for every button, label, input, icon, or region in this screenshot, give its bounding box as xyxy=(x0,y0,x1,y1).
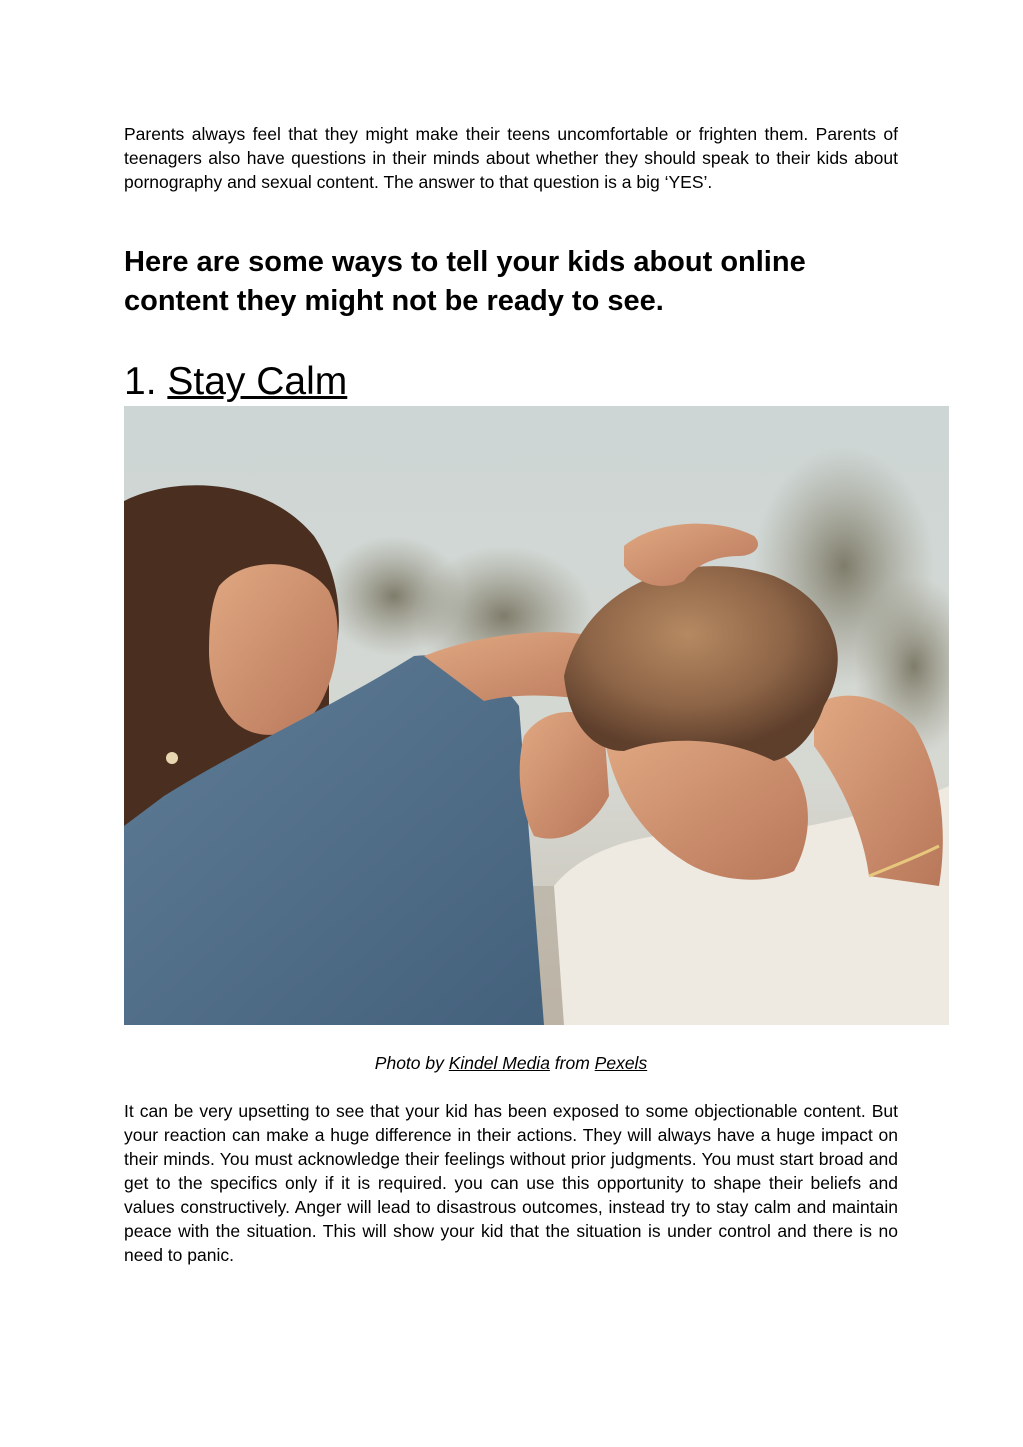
caption-middle: from xyxy=(554,1053,590,1073)
photo-illustration xyxy=(124,406,949,1025)
photo-caption xyxy=(124,1051,898,1075)
caption-prefix: Photo by xyxy=(374,1053,444,1073)
mother-comforting-son-photo xyxy=(124,406,949,1025)
section-heading: Here are some ways to tell your kids about online content they might not be ready to see. xyxy=(124,246,806,317)
step-title-link[interactable]: Stay Calm xyxy=(167,360,348,403)
caption-source-link[interactable]: Pexels xyxy=(594,1053,648,1073)
intro-paragraph: Parents always feel that they might make their teens uncomfortable or frighten them. Parents of teenagers also have questions in their minds about whether they should speak to their kids about pornography and sexual content. The answer to that question is a big ‘YES’. xyxy=(124,124,898,192)
step-number: 1. xyxy=(124,360,157,403)
body-paragraph: It can be very upsetting to see that your kid has been exposed to some objectionable content. But your reaction can make a huge difference in their actions. They will always have a huge impact on their minds. You must acknowledge their feelings without prior judgments. You must start broad and get to the specifics only if it is required. you can use this opportunity to shape their beliefs and values constructively. Anger will lead to disastrous outcomes, instead try to stay calm and maintain peace with the situation. This will show your kid that the situation is under control and there is no need to panic. xyxy=(124,1101,898,1265)
document-page xyxy=(124,122,898,1265)
step-title xyxy=(124,360,347,404)
caption-author-link[interactable]: Kindel Media xyxy=(448,1053,550,1073)
